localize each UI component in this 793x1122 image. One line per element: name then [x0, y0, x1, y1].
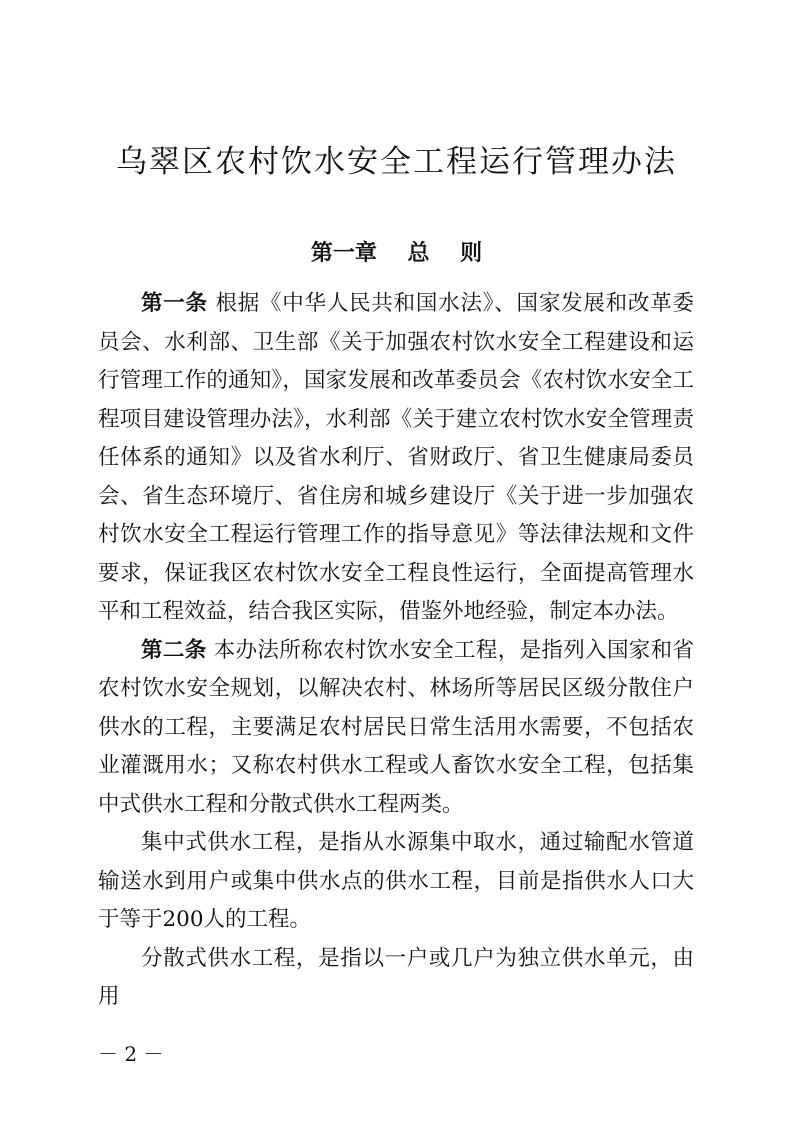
document-body — [98, 285, 694, 1017]
body-paragraph — [98, 824, 694, 940]
paragraph-text: 本办法所称农村饮水安全工程，是指列入国家和省农村饮水安全规划，以解决农村、林场所等居民区级分散住户供水的工程，主要满足农村居民日常生活用水需要，不包括农业灌溉用水；又称农村供水工程或人畜饮水安全工程，包括集中式供水工程和分散式供水工程两类。 — [98, 637, 694, 817]
document-title: 乌翠区农村饮水安全工程运行管理办法 — [116, 144, 677, 180]
article-paragraph — [98, 285, 694, 632]
body-paragraph — [98, 940, 694, 1017]
chapter-heading: 第一章 总 则 — [310, 241, 483, 266]
paragraph-text: 分散式供水工程，是指以一户或几户为独立供水单元，由用 — [98, 945, 694, 1009]
article-label: 第一条 — [141, 291, 208, 316]
article-paragraph — [98, 632, 694, 825]
article-label: 第二条 — [141, 637, 207, 663]
paragraph-text: 根据《中华人民共和国水法》、国家发展和改革委员会、水利部、卫生部《关于加强农村饮水安全工程建设和运行管理工作的通知》，国家发展和改革委员会《农村饮水安全工程项目建设管理办法》，水利部《关于建立农村饮水安全管理责任体系的通知》以及省水利厅、省财政厅、省卫生健康局委员会、省生态环境厅、省住房和城乡建设厅《关于进一步加强农村饮水安全工程运行管理工作的指导意见》等法律法规和文件要求，保证我区农村饮水安全工程良性运行，全面提高管理水平和工程效益，结合我区实际，借鉴外地经验，制定本办法。 — [98, 291, 694, 624]
page-number: － 2 － — [98, 1042, 164, 1066]
paragraph-text: 集中式供水工程，是指从水源集中取水，通过输配水管道输送水到用户或集中供水点的供水工程，目前是指供水人口大于等于200人的工程。 — [98, 830, 694, 932]
